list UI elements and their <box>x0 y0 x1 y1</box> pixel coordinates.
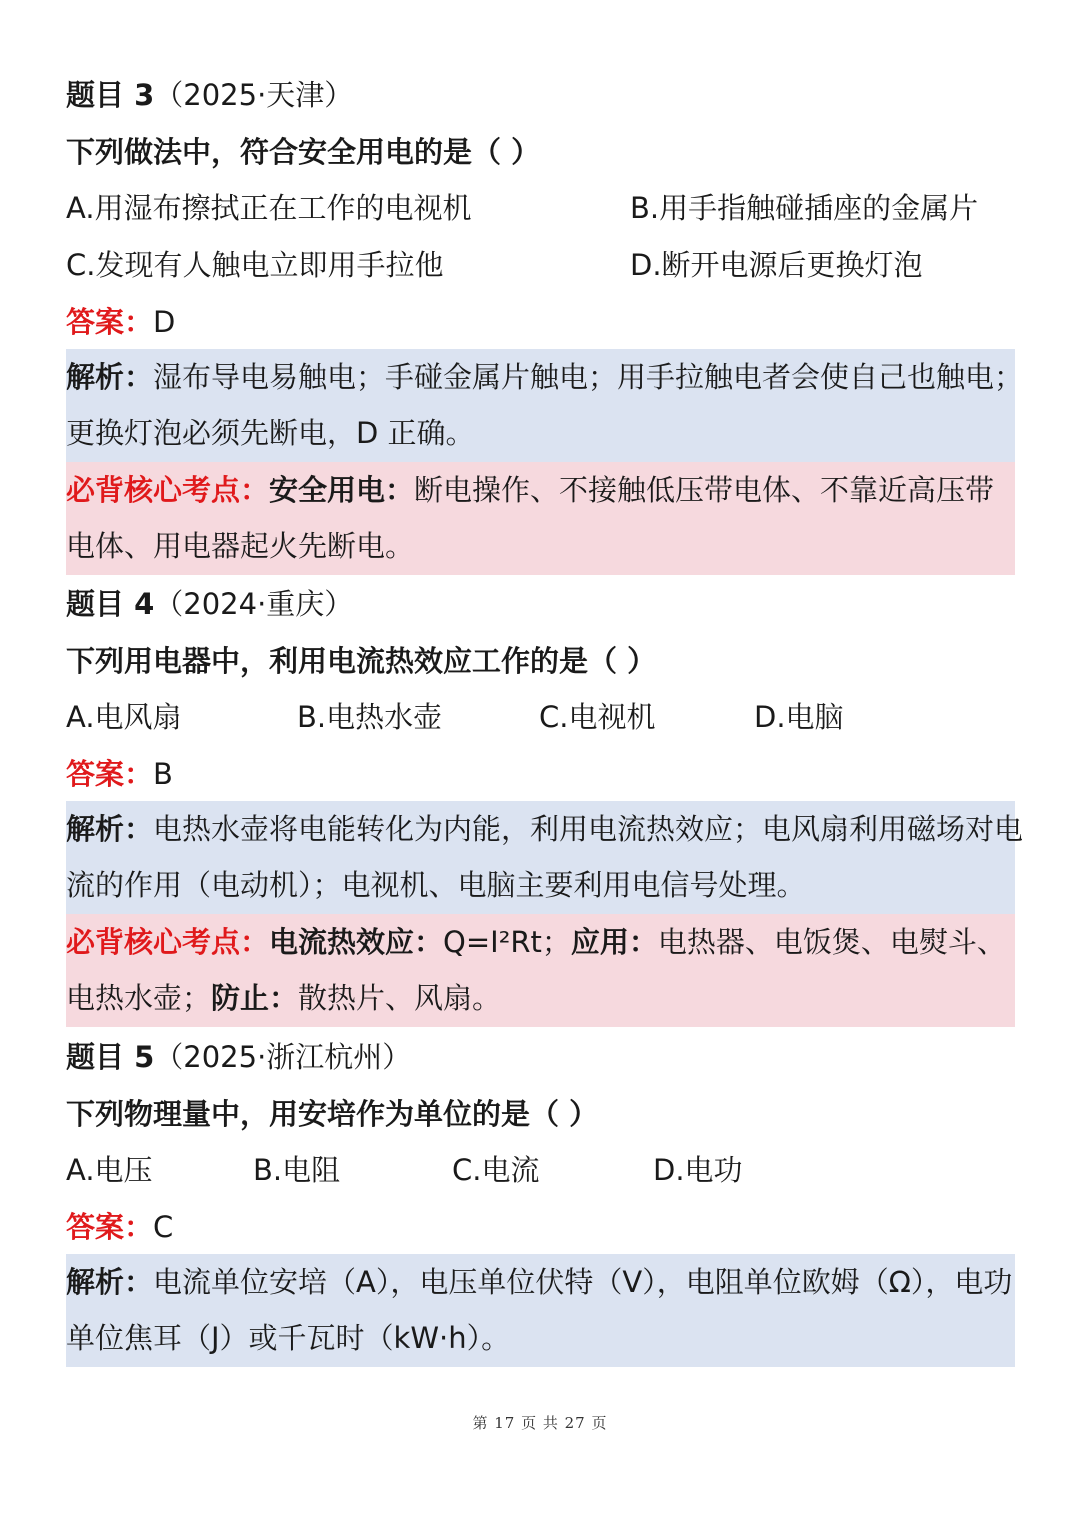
q3-option-a: A.用湿布擦拭正在工作的电视机 <box>66 191 472 225</box>
q4-core-line2 <box>66 970 1015 1026</box>
q5-answer <box>66 1199 1015 1255</box>
q4-option-c: C.电视机 <box>539 700 656 734</box>
q4-stem: 下列用电器中，利用电流热效应工作的是（ ） <box>66 644 657 678</box>
q4-analysis-line2: 流的作用（电动机）；电视机、电脑主要利用电信号处理。 <box>66 868 806 902</box>
q5-option-b: B.电阻 <box>253 1153 341 1187</box>
q3-core-line1 <box>66 462 1015 518</box>
q4-analysis-text1: 电热水壶将电能转化为内能，利用电流热效应；电风扇利用磁场对电 <box>153 812 1024 846</box>
q5-options-row <box>66 1142 1015 1198</box>
q3-core-label: 必背核心考点： <box>66 473 270 507</box>
q4-core-lead2: 应用： <box>570 925 658 959</box>
q4-header <box>66 576 1015 632</box>
q5-header <box>66 1029 1015 1085</box>
q5-analysis-line1 <box>66 1254 1015 1310</box>
q4-analysis-box <box>66 801 1024 914</box>
q5-analysis-box <box>66 1254 1015 1367</box>
q4-core-text2a: 电热水壶； <box>66 981 212 1015</box>
q5-answer-label: 答案： <box>66 1210 154 1244</box>
q3-analysis-label: 解析： <box>66 360 154 394</box>
q4-core-lead: 电流热效应： <box>269 925 444 959</box>
q3-answer-label: 答案： <box>66 305 154 339</box>
q4-core-formula: Q=I²Rt； <box>443 925 571 959</box>
q4-answer-label: 答案： <box>66 757 154 791</box>
q4-core-lead3: 防止： <box>211 981 299 1015</box>
q3-source: （2025·天津） <box>154 78 354 112</box>
q3-analysis-box <box>66 349 1024 462</box>
q3-answer <box>66 294 1015 350</box>
q4-core-line1 <box>66 914 1015 970</box>
q3-core-text1: 断电操作、不接触低压带电体、不靠近高压带 <box>414 473 995 507</box>
q3-option-c: C.发现有人触电立即用手拉他 <box>66 248 444 282</box>
q5-stem: 下列物理量中，用安培作为单位的是（ ） <box>66 1097 599 1131</box>
q5-analysis-text1: 电流单位安培（A），电压单位伏特（V），电阻单位欧姆（Ω），电功 <box>153 1265 1013 1299</box>
q3-core-box <box>66 462 1015 575</box>
q3-stem: 下列做法中，符合安全用电的是（ ） <box>66 135 541 169</box>
q4-core-text2b: 散热片、风扇。 <box>298 981 502 1015</box>
q5-source: （2025·浙江杭州） <box>154 1040 412 1074</box>
q3-analysis-line2: 更换灯泡必须先断电，D 正确。 <box>66 416 475 450</box>
q4-core-box <box>66 914 1015 1027</box>
q3-number: 题目 3 <box>66 78 155 112</box>
q3-option-b: B.用手指触碰插座的金属片 <box>630 191 979 225</box>
page-footer: 第 17 页 共 27 页 <box>472 1414 608 1432</box>
q3-options-row2 <box>66 237 1015 293</box>
q3-analysis-line1 <box>66 349 1024 405</box>
q5-answer-value: C <box>153 1210 174 1244</box>
q4-analysis-line1 <box>66 801 1024 857</box>
q4-option-b: B.电热水壶 <box>297 700 443 734</box>
q4-option-d: D.电脑 <box>754 700 844 734</box>
q4-options-row <box>66 689 1015 745</box>
q5-analysis-label: 解析： <box>66 1265 154 1299</box>
q4-option-a: A.电风扇 <box>66 700 182 734</box>
q5-number: 题目 5 <box>66 1040 155 1074</box>
q4-answer-value: B <box>153 757 173 791</box>
q5-option-d: D.电功 <box>653 1153 743 1187</box>
q4-answer <box>66 746 1015 802</box>
q3-options-row1 <box>66 180 1015 236</box>
q5-option-a: A.电压 <box>66 1153 153 1187</box>
q4-core-text1: 电热器、电饭煲、电熨斗、 <box>657 925 1006 959</box>
q3-option-d: D.断开电源后更换灯泡 <box>630 248 923 282</box>
q4-number: 题目 4 <box>66 587 155 621</box>
q4-core-label: 必背核心考点： <box>66 925 270 959</box>
q3-header <box>66 67 1015 123</box>
q5-option-c: C.电流 <box>452 1153 540 1187</box>
q3-answer-value: D <box>153 305 176 339</box>
q4-analysis-label: 解析： <box>66 812 154 846</box>
q5-analysis-line2: 单位焦耳（J）或千瓦时（kW·h）。 <box>66 1321 511 1355</box>
q3-analysis-text1: 湿布导电易触电；手碰金属片触电；用手拉触电者会使自己也触电； <box>153 360 1024 394</box>
q3-core-lead: 安全用电： <box>269 473 415 507</box>
q4-source: （2024·重庆） <box>154 587 354 621</box>
q3-core-line2: 电体、用电器起火先断电。 <box>66 529 415 563</box>
